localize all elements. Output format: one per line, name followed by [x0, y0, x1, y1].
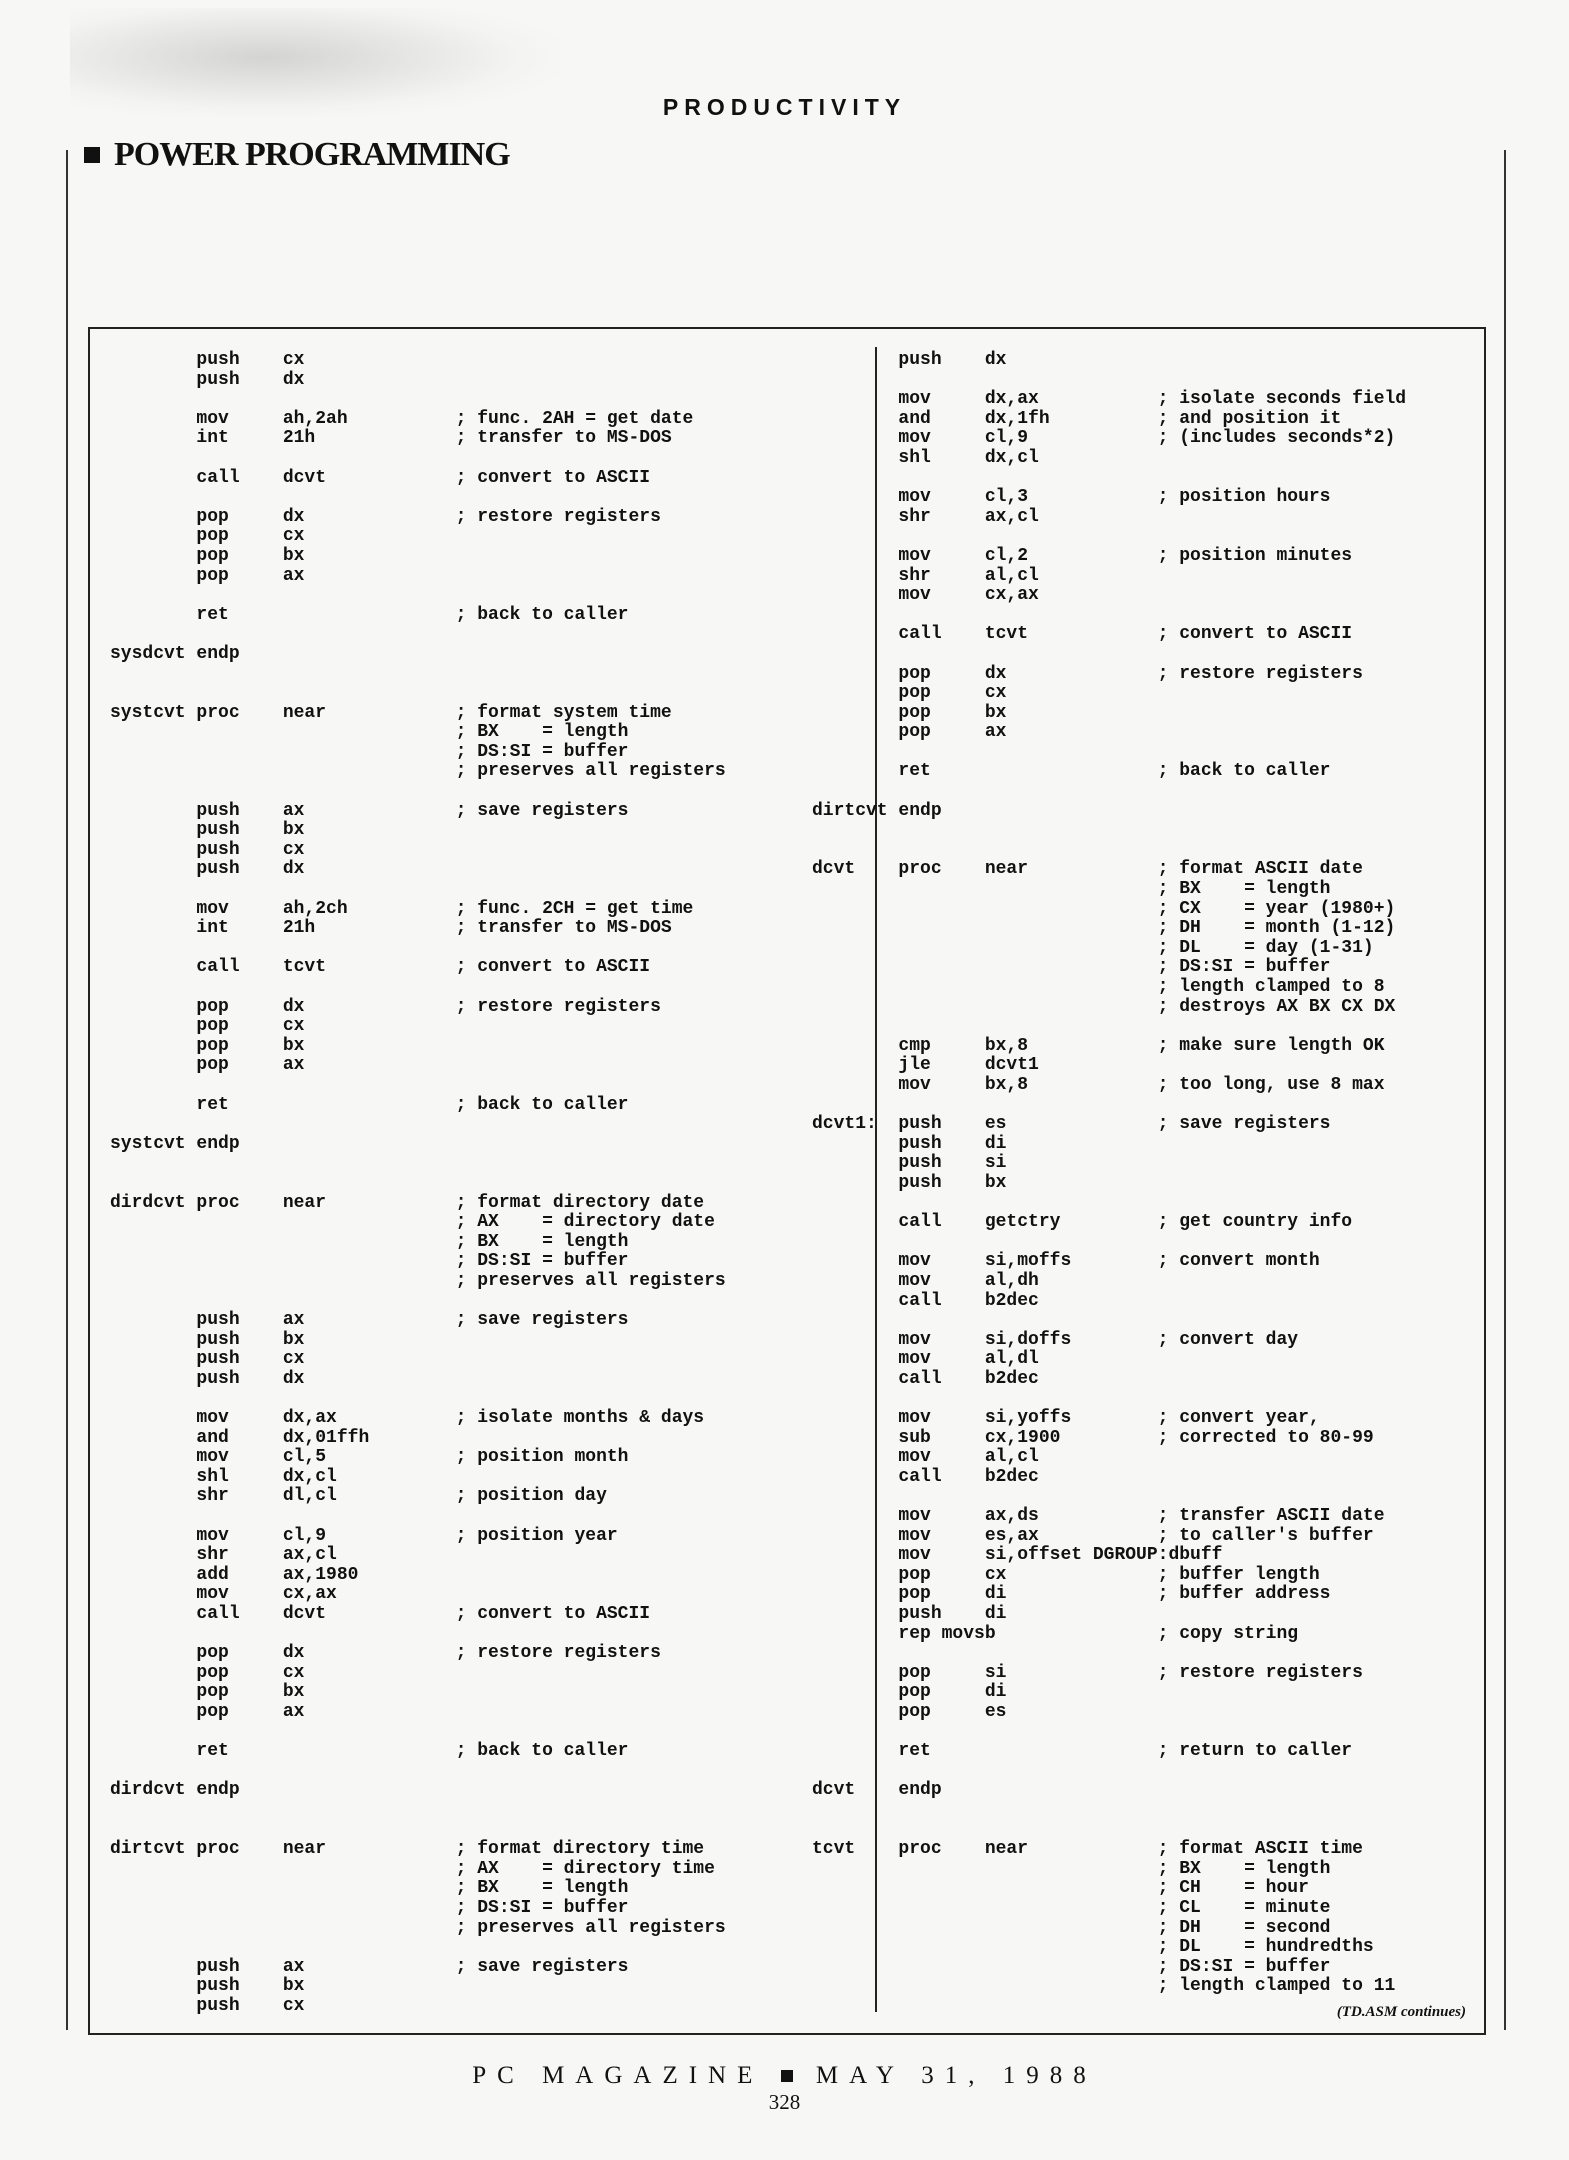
- code-line: [812, 1487, 1406, 1507]
- code-line: [110, 1076, 726, 1096]
- code-line: ; CL = minute: [812, 1897, 1331, 1918]
- code-line: [110, 782, 726, 802]
- code-line: mov al,dl: [812, 1349, 1039, 1370]
- code-line: push dx: [110, 1368, 305, 1389]
- code-line: [812, 1233, 1406, 1253]
- code-line: pop bx: [110, 1035, 305, 1056]
- footer-square-icon: [781, 2070, 793, 2082]
- code-line: [110, 1801, 726, 1821]
- code-line: ; BX = length: [110, 1878, 629, 1899]
- code-line: call getctry ; get country info: [812, 1212, 1353, 1233]
- code-line: [110, 625, 726, 645]
- code-line: push dx: [110, 369, 305, 390]
- code-line: mov cl,3 ; position hours: [812, 487, 1331, 508]
- code-line: [812, 1644, 1406, 1664]
- code-line: [812, 469, 1406, 489]
- code-line: shr al,cl: [812, 565, 1039, 586]
- code-line: ret ; back to caller: [110, 1094, 629, 1115]
- code-line: ; DS:SI = buffer: [110, 1251, 629, 1272]
- code-line: ; BX = length: [110, 1231, 629, 1252]
- code-line: push bx: [110, 820, 305, 841]
- code-line: ; DL = hundredths: [812, 1937, 1374, 1958]
- code-line: tcvt proc near ; format ASCII time: [812, 1839, 1363, 1860]
- code-line: mov cl,5 ; position month: [110, 1447, 629, 1468]
- code-line: ; preserves all registers: [110, 761, 726, 782]
- code-line: ; length clamped to 11: [812, 1976, 1396, 1997]
- code-line: mov al,cl: [812, 1447, 1039, 1468]
- code-line: [812, 743, 1406, 763]
- code-line: ; length clamped to 8: [812, 977, 1385, 997]
- code-line: dirtcvt endp: [812, 800, 942, 821]
- code-line: [812, 841, 1406, 861]
- code-line: [812, 645, 1406, 665]
- code-line: dirdcvt endp: [110, 1780, 240, 1801]
- code-line: pop di: [812, 1682, 1007, 1703]
- code-line: [110, 978, 726, 998]
- code-line: systcvt proc near ; format system time: [110, 702, 672, 723]
- code-line: ; CH = hour: [812, 1878, 1309, 1899]
- code-line: mov ax,ds ; transfer ASCII date: [812, 1506, 1385, 1527]
- code-line: int 21h ; transfer to MS-DOS: [110, 918, 672, 939]
- code-line: rep movsb ; copy string: [812, 1623, 1299, 1644]
- code-line: mov al,dh: [812, 1270, 1039, 1291]
- code-line: pop cx: [812, 683, 1007, 704]
- code-line: pop dx ; restore registers: [110, 506, 661, 527]
- code-line: mov cx,ax: [812, 585, 1039, 606]
- code-line: mov bx,8 ; too long, use 8 max: [812, 1074, 1385, 1095]
- code-line: shr ax,cl: [812, 506, 1039, 527]
- left-page-rule: [66, 150, 68, 2030]
- bullet-square-icon: [84, 147, 100, 163]
- code-line: mov ah,2ah ; func. 2AH = get date: [110, 408, 694, 429]
- issue-date: MAY 31, 1988: [815, 2062, 1097, 2089]
- code-line: ; DH = second: [812, 1917, 1331, 1938]
- code-line: ; preserves all registers: [110, 1917, 726, 1938]
- code-line: [110, 1154, 726, 1174]
- code-line: ; BX = length: [110, 722, 629, 743]
- code-line: mov es,ax ; to caller's buffer: [812, 1525, 1374, 1546]
- code-line: ; BX = length: [812, 879, 1331, 900]
- code-line: [110, 880, 726, 900]
- code-line: mov si,offset DGROUP:dbuff: [812, 1545, 1223, 1566]
- code-line: ; DH = month (1-12): [812, 918, 1396, 939]
- code-line: [812, 527, 1406, 547]
- code-line: [812, 1723, 1406, 1743]
- code-line: ; AX = directory date: [110, 1212, 715, 1233]
- code-line: [812, 1096, 1406, 1116]
- code-line: [110, 1625, 726, 1645]
- code-line: [110, 488, 726, 508]
- code-line: and dx,1fh ; and position it: [812, 408, 1342, 429]
- code-line: pop bx: [110, 545, 305, 566]
- page-number: 328: [768, 2090, 801, 2114]
- code-line: pop dx ; restore registers: [812, 663, 1363, 684]
- code-line: pop ax: [110, 565, 305, 586]
- code-line: ; DS:SI = buffer: [110, 1897, 629, 1918]
- code-line: push ax ; save registers: [110, 800, 629, 821]
- code-line: [110, 1174, 726, 1194]
- code-line: push ax ; save registers: [110, 1956, 629, 1977]
- code-line: shr ax,cl: [110, 1545, 337, 1566]
- code-line: int 21h ; transfer to MS-DOS: [110, 428, 672, 449]
- code-line: [812, 1389, 1406, 1409]
- code-line: ; DS:SI = buffer: [812, 957, 1331, 978]
- code-line: call b2dec: [812, 1290, 1039, 1311]
- code-line: pop ax: [110, 1701, 305, 1722]
- code-line: mov cx,ax: [110, 1584, 337, 1605]
- code-line: shl dx,cl: [812, 447, 1039, 468]
- code-line: [812, 371, 1406, 391]
- code-line: [812, 1762, 1406, 1782]
- code-line: [812, 1311, 1406, 1331]
- code-line: shl dx,cl: [110, 1466, 337, 1487]
- code-line: push cx: [110, 1349, 305, 1370]
- code-line: dirtcvt proc near ; format directory time: [110, 1839, 705, 1860]
- code-line: [812, 1821, 1406, 1841]
- code-line: mov si,yoffs ; convert year,: [812, 1408, 1320, 1429]
- code-line: ; AX = directory time: [110, 1858, 715, 1879]
- code-line: push di: [812, 1604, 1007, 1624]
- code-line: push cx: [110, 350, 305, 370]
- code-line: ; DL = day (1-31): [812, 937, 1374, 958]
- code-line: pop cx ; buffer length: [812, 1564, 1320, 1585]
- code-line: ; preserves all registers: [110, 1270, 726, 1291]
- code-line: [110, 1389, 726, 1409]
- magazine-name: PC MAGAZINE: [472, 2062, 764, 2089]
- code-line: [110, 586, 726, 606]
- code-line: pop di ; buffer address: [812, 1584, 1331, 1605]
- code-line: mov dx,ax ; isolate seconds field: [812, 389, 1407, 410]
- code-line: push bx: [812, 1172, 1007, 1193]
- code-line: call b2dec: [812, 1368, 1039, 1389]
- code-line: add ax,1980: [110, 1564, 359, 1585]
- page-heading: [84, 136, 510, 174]
- code-line: [110, 1292, 726, 1312]
- code-line: ; destroys AX BX CX DX: [812, 996, 1396, 1017]
- code-line: mov cl,9 ; position year: [110, 1525, 618, 1546]
- code-line: ret ; back to caller: [812, 761, 1331, 782]
- code-line: mov si,moffs ; convert month: [812, 1251, 1320, 1272]
- code-line: [812, 821, 1406, 841]
- code-line: push bx: [110, 1976, 305, 1997]
- code-column-left: [110, 351, 726, 2016]
- code-line: pop cx: [110, 526, 305, 547]
- code-line: call tcvt ; convert to ASCII: [110, 957, 651, 978]
- code-line: [812, 1017, 1406, 1037]
- code-line: dirdcvt proc near ; format directory date: [110, 1192, 705, 1213]
- code-line: ; BX = length: [812, 1858, 1331, 1879]
- right-page-rule: [1504, 150, 1506, 2030]
- code-line: ret ; return to caller: [812, 1741, 1353, 1762]
- code-listing-box: [88, 327, 1486, 2035]
- code-line: ; DS:SI = buffer: [812, 1956, 1331, 1977]
- code-line: [110, 1762, 726, 1782]
- code-line: [110, 1115, 726, 1135]
- code-line: [110, 665, 726, 685]
- code-line: systcvt endp: [110, 1133, 240, 1154]
- code-line: cmp bx,8 ; make sure length OK: [812, 1035, 1385, 1056]
- code-line: mov cl,9 ; (includes seconds*2): [812, 428, 1396, 449]
- code-line: mov si,doffs ; convert day: [812, 1329, 1299, 1350]
- listing-continues-note: (TD.ASM continues): [1336, 2004, 1466, 2020]
- code-column-right: [812, 351, 1406, 1997]
- code-line: [812, 1801, 1406, 1821]
- code-line: push bx: [110, 1329, 305, 1350]
- code-line: [110, 1821, 726, 1841]
- code-line: mov ah,2ch ; func. 2CH = get time: [110, 898, 694, 919]
- code-line: pop dx ; restore registers: [110, 1643, 661, 1664]
- code-line: mov dx,ax ; isolate months & days: [110, 1408, 705, 1429]
- code-line: mov cl,2 ; position minutes: [812, 545, 1353, 566]
- code-line: [110, 390, 726, 410]
- code-line: pop ax: [812, 722, 1007, 743]
- code-line: and dx,01ffh: [110, 1427, 370, 1448]
- code-line: sysdcvt endp: [110, 643, 240, 664]
- code-line: call dcvt ; convert to ASCII: [110, 1604, 651, 1624]
- code-line: sub cx,1900 ; corrected to 80-99: [812, 1427, 1374, 1448]
- code-line: call b2dec: [812, 1466, 1039, 1487]
- code-line: push si: [812, 1153, 1007, 1174]
- code-line: dcvt proc near ; format ASCII date: [812, 859, 1363, 880]
- code-line: pop bx: [110, 1682, 305, 1703]
- code-line: [110, 1507, 726, 1527]
- section-label: PRODUCTIVITY: [662, 94, 907, 120]
- code-line: pop cx: [110, 1662, 305, 1683]
- code-line: call dcvt ; convert to ASCII: [110, 467, 651, 488]
- code-line: [110, 684, 726, 704]
- code-line: push di: [812, 1133, 1007, 1154]
- code-line: ret ; back to caller: [110, 1741, 629, 1762]
- code-line: dcvt endp: [812, 1780, 942, 1801]
- heading-text: POWER PROGRAMMING: [114, 136, 510, 173]
- code-line: push dx: [812, 350, 1007, 370]
- code-line: ret ; back to caller: [110, 604, 629, 625]
- code-line: [110, 1723, 726, 1743]
- code-line: ; DS:SI = buffer: [110, 741, 629, 762]
- code-line: [812, 1194, 1406, 1214]
- code-line: [812, 782, 1406, 802]
- code-line: jle dcvt1: [812, 1055, 1039, 1076]
- code-line: pop ax: [110, 1055, 305, 1076]
- code-line: call tcvt ; convert to ASCII: [812, 624, 1353, 645]
- code-line: push dx: [110, 859, 305, 880]
- code-line: pop dx ; restore registers: [110, 996, 661, 1017]
- code-line: ; CX = year (1980+): [812, 898, 1396, 919]
- code-line: [110, 1938, 726, 1958]
- code-line: shr dl,cl ; position day: [110, 1486, 607, 1507]
- code-line: pop cx: [110, 1016, 305, 1037]
- code-line: pop bx: [812, 702, 1007, 723]
- code-line: pop es: [812, 1701, 1007, 1722]
- code-line: pop si ; restore registers: [812, 1662, 1363, 1683]
- code-line: [812, 606, 1406, 626]
- magazine-footer: [0, 2062, 1569, 2090]
- code-line: push cx: [110, 1995, 305, 2016]
- code-line: [110, 939, 726, 959]
- code-line: dcvt1: push es ; save registers: [812, 1114, 1331, 1135]
- code-line: push cx: [110, 839, 305, 860]
- code-line: [110, 449, 726, 469]
- code-line: push ax ; save registers: [110, 1310, 629, 1331]
